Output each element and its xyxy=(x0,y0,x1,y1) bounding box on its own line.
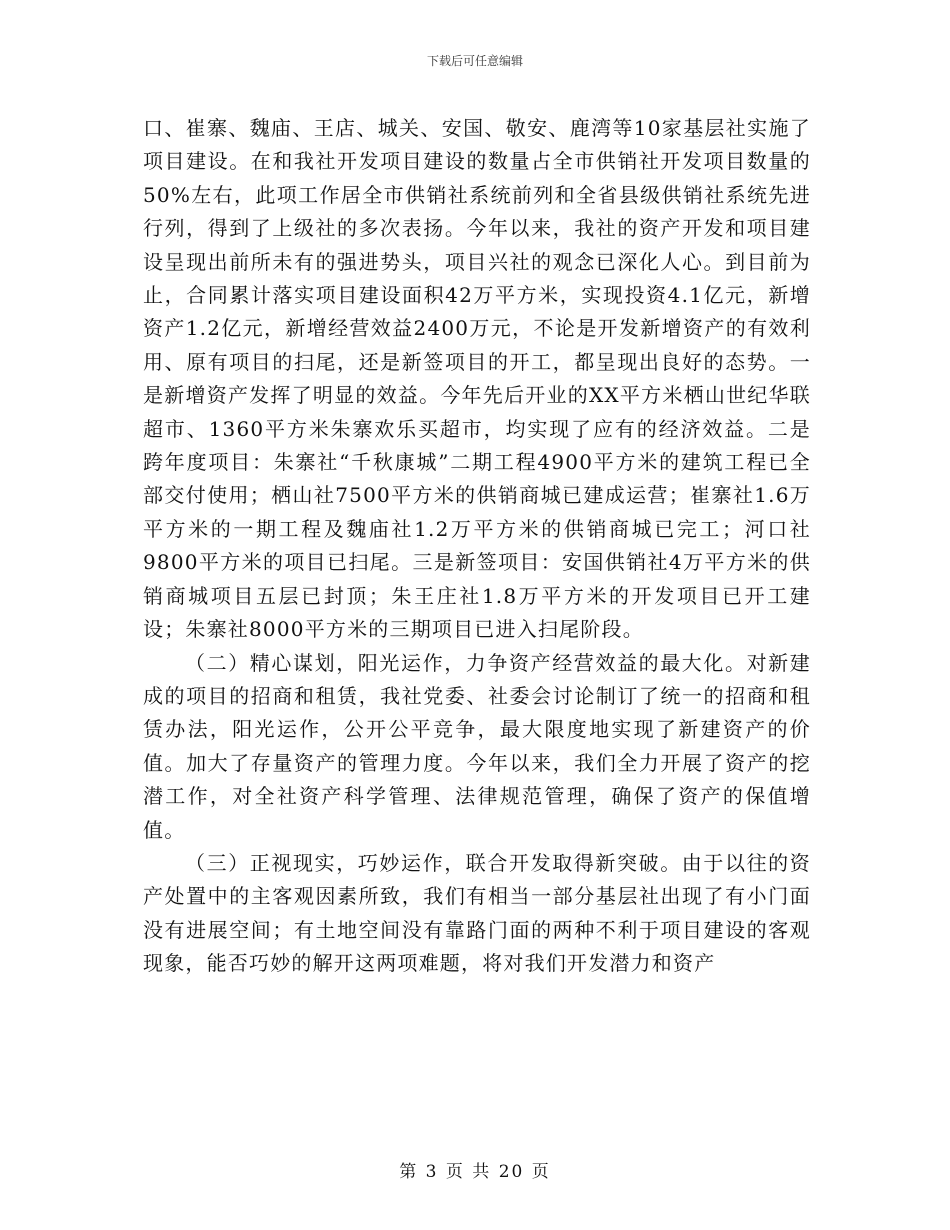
page-header: 下载后可任意编辑 xyxy=(426,54,523,68)
page-footer: 第 3 页 共 20 页 xyxy=(399,1162,551,1182)
body-paragraph-2: （二）精心谋划，阳光运作，力争资产经营效益的最大化。对新建成的项目的招商和租赁，我社党委、社委会讨论制订了统一的招商和租赁办法，阳光运作，公开公平竞争，最大限度地实现了新建资产的价值。加大了存量资产的管理力度。今年以来，我们全力开展了资产的挖潜工作，对全社资产科学管理、法律规范管理，确保了资产的保值增值。 xyxy=(143,650,811,842)
body-paragraph-1: 口、崔寨、魏庙、王店、城关、安国、敬安、鹿湾等10家基层社实施了项目建设。在和我社开发项目建设的数量占全市供销社开发项目数量的50%左右，此项工作居全市供销社系统前列和全省县级供销社系统先进行列，得到了上级社的多次表扬。今年以来，我社的资产开发和项目建设呈现出前所未有的强进势头，项目兴社的观念已深化人心。到目前为止，合同累计落实项目建设面积42万平方米，实现投资4.1亿元，新增资产1.2亿元，新增经营效益2400万元，不论是开发新增资产的有效利用、原有项目的扫尾，还是新签项目的开工，都呈现出良好的态势。一是新增资产发挥了明显的效益。今年先后开业的XX平方米栖山世纪华联超市、1360平方米朱寨欢乐买超市，均实现了应有的经济效益。二是跨年度项目：朱寨社“千秋康城”二期工程4900平方米的建筑工程已全部交付使用；栖山社7500平方米的供销商城已建成运营；崔寨社1.6万平方米的一期工程及魏庙社1.2万平方米的供销商城已完工；河口社9800平方米的项目已扫尾。三是新签项目：安国供销社4万平方米的供销商城项目五层已封顶；朱王庄社1.8万平方米的开发项目已开工建设；朱寨社8000平方米的三期项目已进入扫尾阶段。 xyxy=(143,116,811,642)
body-paragraph-3: （三）正视现实，巧妙运作，联合开发取得新突破。由于以往的资产处置中的主客观因素所致，我们有相当一部分基层社出现了有小门面没有进展空间；有土地空间没有靠路门面的两种不利于项目建设的客观现象，能否巧妙的解开这两项难题，将对我们开发潜力和资产 xyxy=(143,850,811,976)
document-body xyxy=(143,112,811,981)
